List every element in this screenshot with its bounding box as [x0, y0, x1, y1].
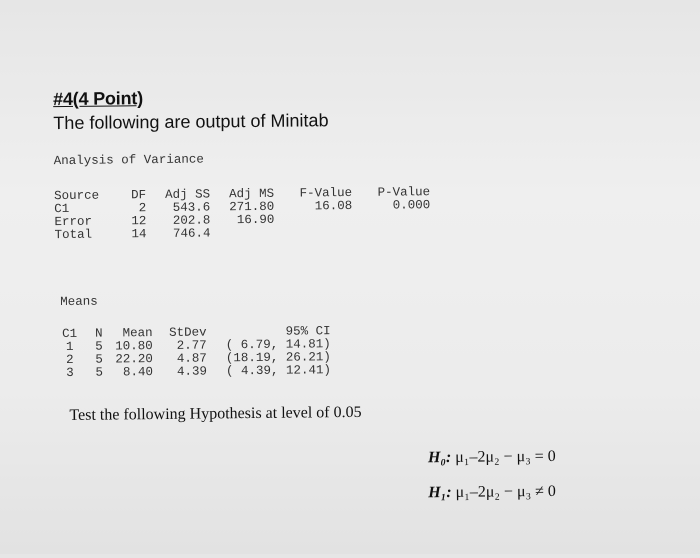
means-cell: 2.77: [176, 338, 207, 353]
anova-cell: 16.90: [236, 212, 275, 228]
anova-cell: [280, 213, 358, 227]
anova-title: Analysis of Variance: [53, 152, 204, 169]
means-cell: 5: [95, 339, 103, 354]
means-cell: ( 4.39, 12.41): [225, 363, 332, 379]
anova-cell: Error: [54, 214, 92, 230]
means-cell: 22.20: [115, 352, 153, 367]
anova-cell: [358, 212, 436, 226]
means-cell: 5: [95, 352, 103, 367]
question-heading: #4(4 Point): [53, 88, 144, 110]
anova-header-adjms: Adj MS: [229, 186, 275, 202]
means-cell: 8.40: [122, 365, 154, 380]
anova-header-source: Source: [54, 188, 100, 204]
anova-cell: [358, 225, 436, 239]
anova-header-pvalue: P-Value: [377, 185, 431, 200]
table-row: [61, 364, 337, 380]
means-cell: 4.39: [176, 364, 208, 379]
h0-label: H₀:: [427, 448, 452, 467]
anova-header-adjss: Adj SS: [165, 187, 211, 202]
anova-cell: 543.6: [172, 200, 211, 215]
table-row: [54, 225, 436, 242]
anova-cell: 2: [138, 201, 147, 216]
anova-header-df: DF: [131, 188, 147, 203]
means-cell: 10.80: [115, 339, 153, 354]
means-cell: 4.87: [176, 351, 207, 366]
means-cell: ( 6.79, 14.81): [225, 337, 331, 353]
means-header-stdev: StDev: [168, 325, 207, 340]
means-header-c1: C1: [61, 326, 78, 342]
anova-cell: 16.08: [314, 198, 353, 214]
alternative-hypothesis: [428, 483, 556, 502]
means-header-mean: Mean: [122, 326, 153, 341]
anova-cell: 12: [131, 214, 147, 229]
anova-cell: C1: [54, 201, 70, 217]
means-cell: (18.19, 26.21): [225, 350, 331, 366]
anova-cell: [280, 226, 358, 240]
means-header-ci: 95% CI: [285, 324, 331, 339]
means-table: [61, 325, 338, 380]
anova-cell: 0.000: [392, 198, 431, 213]
means-cell: 3: [66, 365, 74, 380]
anova-cell: 271.80: [229, 199, 275, 215]
anova-cell: Total: [54, 227, 93, 243]
anova-table: [54, 186, 437, 242]
anova-header-fvalue: F-Value: [299, 185, 353, 201]
means-cell: 5: [95, 365, 104, 380]
h1-expression: μ₁–2μ₂ − μ₃ ≠ 0: [455, 482, 556, 501]
h0-expression: μ₁–2μ₂ − μ₃ = 0: [455, 447, 556, 466]
means-header-n: N: [94, 326, 103, 341]
anova-cell: 746.4: [172, 226, 211, 241]
null-hypothesis: [428, 448, 556, 467]
test-instruction: Test the following Hypothesis at level of 0.05: [69, 403, 362, 424]
anova-cell: 202.8: [172, 213, 211, 228]
anova-cell: 14: [131, 227, 147, 242]
means-cell: 1: [65, 339, 74, 354]
question-subheading: The following are output of Minitab: [53, 110, 329, 134]
h1-label: H₁:: [428, 483, 452, 502]
means-title: Means: [60, 294, 98, 310]
means-cell: 2: [66, 352, 74, 367]
anova-cell: [216, 227, 280, 241]
